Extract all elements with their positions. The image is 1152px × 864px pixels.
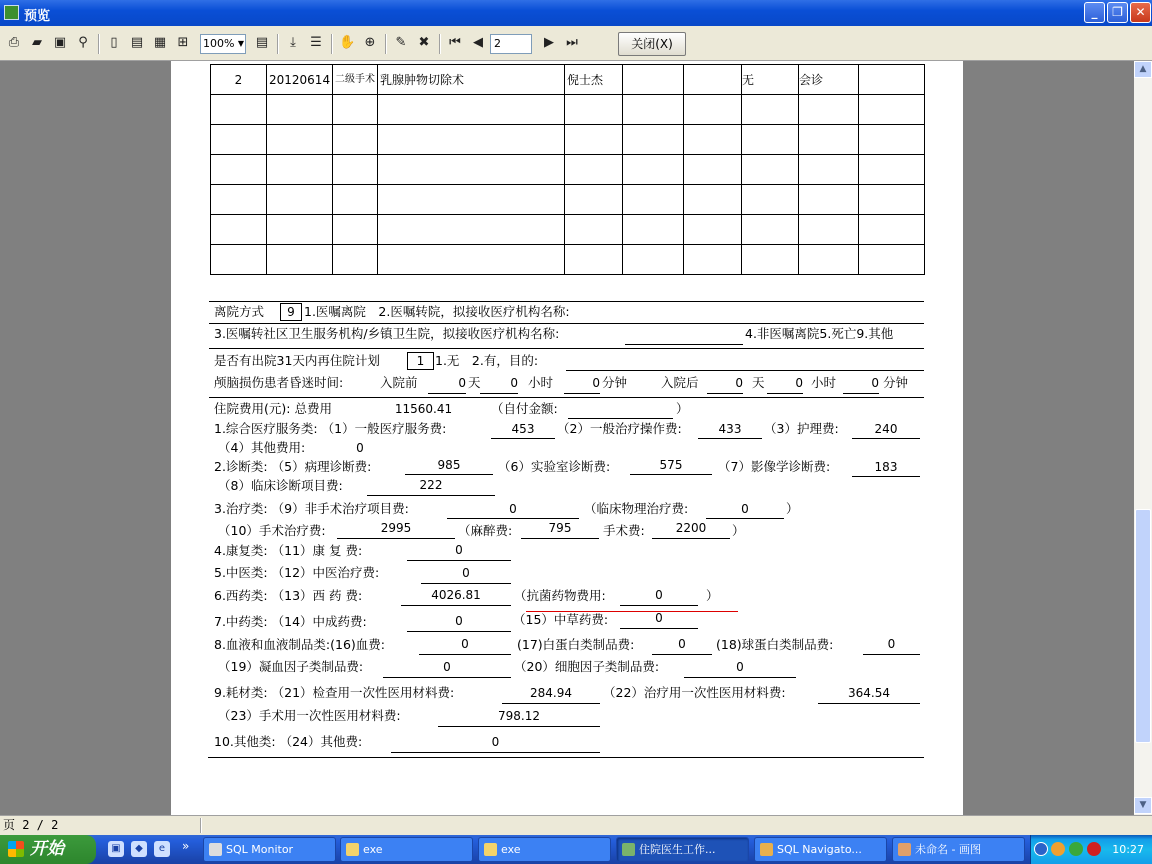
underline: [620, 605, 698, 606]
table-cell: [799, 155, 859, 185]
scroll-thumb[interactable]: [1135, 509, 1151, 743]
open-icon[interactable]: ▰: [32, 35, 42, 50]
cost-label-17: (17)白蛋白类制品费:: [517, 637, 635, 652]
divider: [209, 301, 924, 302]
single-page-icon[interactable]: ▯: [110, 35, 118, 50]
underline: [405, 474, 493, 475]
table-cell: [565, 125, 623, 155]
task-doctor-workstation[interactable]: [616, 837, 749, 862]
table-cell: [742, 125, 799, 155]
taskbar: [0, 835, 1152, 864]
table-cell: [859, 155, 925, 185]
stop-icon[interactable]: [1087, 842, 1101, 856]
table-cell: [565, 95, 623, 125]
underline: [684, 677, 796, 678]
cost-value-17: 0: [678, 637, 686, 651]
cost-label-10: （10）手术治疗费:: [218, 523, 326, 538]
export-icon[interactable]: ⤓: [290, 35, 296, 50]
underline: [707, 393, 743, 394]
cost-value-22: 364.54: [848, 686, 890, 700]
table-cell: [267, 155, 333, 185]
task-label: 未命名 - 画图: [915, 843, 981, 856]
cost-label-19: （19）凝血因子类制品费:: [218, 659, 364, 674]
minimize-button[interactable]: _: [1084, 2, 1105, 23]
total-cost-value: 11560.41: [394, 402, 453, 416]
table-row: [211, 185, 925, 215]
toolbar-separator: [277, 34, 279, 54]
zoom-icon[interactable]: ⊕: [364, 35, 376, 50]
underline: [843, 393, 879, 394]
table-cell: [799, 215, 859, 245]
toolbar-separator: [439, 34, 441, 54]
app-icon: [4, 5, 19, 20]
underline: [630, 474, 712, 475]
table-cell: [333, 215, 378, 245]
cost-label-15: （15）中草药费:: [513, 612, 609, 627]
underline: [367, 495, 495, 496]
window-titlebar: [0, 0, 1152, 26]
security-icon[interactable]: [1069, 842, 1083, 856]
table-cell: [333, 95, 378, 125]
table-cell: [565, 185, 623, 215]
table-cell: [267, 215, 333, 245]
toolbar-separator: [385, 34, 387, 54]
underline: [502, 703, 600, 704]
maximize-button[interactable]: ❐: [1107, 2, 1128, 23]
table-cell: [378, 245, 565, 275]
coma-before-day: 0: [458, 376, 466, 390]
save-icon[interactable]: ▣: [53, 35, 67, 50]
table-cell: [742, 185, 799, 215]
table-cell: [333, 185, 378, 215]
table-cell: [684, 185, 742, 215]
underline: [818, 703, 920, 704]
cost-close-10: ）: [732, 523, 745, 538]
cost-label-12: 5.中医类: （12）中医治疗费:: [214, 565, 380, 580]
table-row: [211, 95, 925, 125]
underline: [391, 752, 600, 753]
self-pay-close: ）: [676, 401, 689, 416]
coma-after-day: 0: [735, 376, 743, 390]
page-number-input[interactable]: 2: [490, 34, 532, 54]
preview-viewport[interactable]: [0, 61, 1134, 815]
cost-label-2: （2）一般治疗操作费:: [557, 421, 682, 436]
table-cell: [267, 95, 333, 125]
last-page-icon[interactable]: ⏭: [566, 35, 578, 50]
page-indicator: 页 2 / 2: [3, 818, 59, 832]
table-cell: [799, 185, 859, 215]
table-cell: [684, 125, 742, 155]
table-cell: [333, 245, 378, 275]
divider: [209, 348, 924, 349]
discharge-options-3: 4.非医嘱离院5.死亡9.其他: [745, 326, 894, 341]
discharge-label: 离院方式: [214, 304, 265, 319]
table-cell: [211, 215, 267, 245]
underline: [625, 344, 743, 345]
cost-label-1: 1.综合医疗服务类: （1）一般医疗服务费:: [214, 421, 447, 436]
cost-value-9: 0: [509, 502, 517, 516]
task-sql-navigator[interactable]: [754, 837, 887, 862]
cost-value-2: 433: [718, 422, 742, 436]
coma-before-label: 入院前: [380, 375, 418, 390]
cost-value-7: 183: [874, 460, 898, 474]
page-setup-icon[interactable]: ▤: [255, 35, 269, 50]
cost-value-21: 284.94: [530, 686, 572, 700]
cost-label-20: （20）细胞因子类制品费:: [514, 659, 660, 674]
cost-label-13: 6.西药类: （13）西 药 费:: [214, 588, 363, 603]
table-cell: [799, 95, 859, 125]
task-label: SQL Navigato...: [777, 843, 862, 856]
self-pay-label: （自付金额:: [491, 401, 558, 416]
table-cell: [565, 215, 623, 245]
cost-close-13: ）: [706, 588, 719, 603]
cost-value-5: 985: [437, 458, 461, 472]
table-cell: [211, 155, 267, 185]
surgery-table: [210, 64, 925, 275]
table-cell: [684, 215, 742, 245]
task-label: SQL Monitor: [226, 843, 294, 856]
underline: [337, 538, 455, 539]
table-cell: [859, 215, 925, 245]
table-row: [211, 125, 925, 155]
folder-icon: [346, 843, 359, 856]
underline: [407, 560, 511, 561]
clock: 10:27: [1112, 843, 1144, 856]
coma-after-label: 入院后: [661, 375, 699, 390]
cost-value-13: 4026.81: [431, 588, 481, 602]
underline: [480, 393, 518, 394]
cost-value-19: 0: [443, 660, 451, 674]
table-cell: 无: [742, 65, 799, 95]
table-cell: [742, 245, 799, 275]
task-label: exe: [501, 843, 521, 856]
cost-label-16: 8.血液和血液制品类:(16)血费:: [214, 637, 386, 652]
underline: [568, 418, 673, 419]
task-label: 住院医生工作...: [639, 843, 716, 856]
close-window-button[interactable]: ✕: [1130, 2, 1151, 23]
table-cell: [623, 245, 684, 275]
underline: [438, 726, 600, 727]
prev-page-icon[interactable]: ◀: [473, 35, 483, 50]
paint-icon: [898, 843, 911, 856]
total-cost-label: 住院费用(元): 总费用: [214, 401, 332, 416]
underline: [407, 631, 511, 632]
folder-icon: [484, 843, 497, 856]
cost-value-10b: 2200: [675, 521, 707, 535]
scroll-up-icon[interactable]: ▲: [1134, 61, 1152, 78]
cost-value-6: 575: [659, 458, 683, 472]
zoom-select[interactable]: 100% ▼: [200, 34, 246, 54]
start-button[interactable]: [0, 835, 96, 864]
coma-after-hour: 0: [795, 376, 803, 390]
table-cell: [684, 65, 742, 95]
next-page-icon[interactable]: ▶: [544, 35, 554, 50]
coma-before-min: 0: [592, 376, 600, 390]
cost-label-10a: （麻醉费:: [458, 523, 513, 538]
table-row: [211, 65, 925, 95]
coma-hour-unit: 小时: [811, 375, 837, 390]
underline: [652, 654, 712, 655]
cost-value-1: 453: [511, 422, 535, 436]
table-cell: [211, 95, 267, 125]
underline: [564, 393, 600, 394]
coma-after-min: 0: [871, 376, 879, 390]
table-row: [211, 215, 925, 245]
table-cell: [684, 95, 742, 125]
table-cell: [742, 215, 799, 245]
multi-page-icon[interactable]: ▦: [153, 35, 167, 50]
table-cell: [211, 185, 267, 215]
coma-minute-unit: 分钟: [602, 375, 628, 390]
cost-value-12: 0: [462, 566, 470, 580]
underline: [706, 518, 784, 519]
table-cell: [623, 215, 684, 245]
cost-value-18: 0: [887, 637, 896, 651]
table-row: [211, 245, 925, 275]
discharge-value: 9: [280, 303, 302, 321]
cost-label-4: （4）其他费用:: [218, 440, 306, 455]
first-page-icon[interactable]: ⏮: [449, 35, 461, 50]
outline-icon[interactable]: ☰: [310, 35, 322, 50]
desktop-icon[interactable]: ▣: [108, 841, 124, 857]
discharge-options-1: 1.医嘱离院 2.医嘱转院，拟接收医疗机构名称:: [304, 304, 570, 319]
close-preview-button[interactable]: 关闭(X): [618, 32, 686, 56]
scroll-down-icon[interactable]: ▼: [1134, 797, 1152, 814]
find-icon[interactable]: ⚲: [78, 35, 88, 50]
cost-value-16: 0: [461, 637, 469, 651]
table-cell: [742, 155, 799, 185]
vertical-scrollbar[interactable]: [1134, 61, 1152, 815]
table-cell: [623, 65, 684, 95]
discharge-options-2: 3.医嘱转社区卫生服务机构/乡镇卫生院，拟接收医疗机构名称:: [214, 326, 560, 341]
table-cell: [565, 155, 623, 185]
task-sql-monitor[interactable]: [203, 837, 336, 862]
cost-value-8: 222: [419, 478, 443, 492]
cost-value-11: 0: [455, 543, 463, 557]
cost-label-7: （7）影像学诊断费:: [718, 459, 831, 474]
table-cell: 20120614: [267, 65, 333, 95]
task-label: exe: [363, 843, 383, 856]
table-cell: [378, 215, 565, 245]
cost-label-22: （22）治疗用一次性医用材料费:: [603, 685, 786, 700]
table-cell: [859, 65, 925, 95]
underline: [428, 393, 466, 394]
underline: [852, 438, 920, 439]
table-cell: [623, 125, 684, 155]
table-cell: [378, 185, 565, 215]
cost-value-9b: 0: [741, 502, 749, 516]
toolbar-separator: [98, 34, 100, 54]
cost-value-15: 0: [655, 611, 663, 625]
underline: [521, 538, 599, 539]
underline: [863, 654, 920, 655]
underline: [421, 583, 511, 584]
underline: [652, 538, 730, 539]
cost-value-13a: 0: [655, 588, 663, 602]
toolbar: [0, 26, 1152, 61]
cost-value-10: 2995: [380, 521, 412, 535]
edit-icon[interactable]: ✎: [395, 35, 407, 50]
table-cell: [799, 125, 859, 155]
table-cell: [378, 95, 565, 125]
table-cell: 会诊: [799, 65, 859, 95]
document-page: [171, 61, 963, 815]
cost-label-18: (18)球蛋白类制品费:: [716, 637, 834, 652]
cost-label-5: 2.诊断类: （5）病理诊断费:: [214, 459, 372, 474]
underline: [419, 654, 511, 655]
underline: [620, 628, 698, 629]
coma-day-unit: 天: [752, 375, 765, 390]
coma-minute-unit: 分钟: [883, 375, 909, 390]
cost-label-8: （8）临床诊断项目费:: [218, 478, 343, 493]
task-exe-2[interactable]: [478, 837, 611, 862]
windows-logo-icon: [8, 841, 24, 857]
cost-label-10b: 手术费:: [603, 523, 645, 538]
table-cell: [799, 245, 859, 275]
system-tray: [1030, 835, 1152, 864]
cost-label-3: （3）护理费:: [764, 421, 839, 436]
table-cell: 2: [211, 65, 267, 95]
cost-label-9: 3.治疗类: （9）非手术治疗项目费:: [214, 501, 409, 516]
task-paint[interactable]: [892, 837, 1025, 862]
table-cell: [267, 245, 333, 275]
underline: [401, 605, 511, 606]
cost-label-21: 9.耗材类: （21）检查用一次性医用材料费:: [214, 685, 455, 700]
cost-value-24: 0: [491, 735, 500, 749]
cost-value-10a: 795: [548, 521, 572, 535]
table-cell: [623, 185, 684, 215]
divider: [209, 323, 924, 324]
table-cell: 二级手术: [333, 65, 378, 95]
table-cell: [378, 155, 565, 185]
delete-icon[interactable]: ✖: [418, 35, 430, 50]
table-cell: 乳腺肿物切除术: [378, 65, 565, 95]
print-icon[interactable]: ⎙: [8, 35, 20, 50]
cost-close-9b: ）: [786, 501, 799, 516]
cost-value-23: 798.12: [498, 709, 540, 723]
task-exe-1[interactable]: [340, 837, 473, 862]
status-bar: [0, 815, 1152, 835]
table-cell: [859, 185, 925, 215]
table-cell: [859, 125, 925, 155]
table-cell: [684, 155, 742, 185]
cost-label-14: 7.中药类: （14）中成药费:: [214, 614, 367, 629]
sql-navigator-icon: [760, 843, 773, 856]
table-cell: [333, 125, 378, 155]
cost-label-23: （23）手术用一次性医用材料费:: [218, 708, 401, 723]
coma-hour-unit: 小时: [528, 375, 554, 390]
underline: [767, 393, 803, 394]
divider: [209, 397, 924, 398]
divider: [208, 757, 924, 758]
toolbar-separator: [331, 34, 333, 54]
cost-value-20: 0: [736, 660, 744, 674]
table-cell: [623, 95, 684, 125]
cost-value-3: 240: [874, 422, 898, 436]
table-cell: [267, 185, 333, 215]
ie-icon[interactable]: e: [154, 841, 170, 857]
hand-icon[interactable]: ✋: [339, 35, 356, 50]
cost-label-24: 10.其他类: （24）其他费:: [214, 734, 363, 749]
start-label: 开始: [30, 839, 64, 859]
table-cell: [267, 125, 333, 155]
table-cell: [859, 245, 925, 275]
underline: [566, 370, 924, 371]
sql-monitor-icon: [209, 843, 222, 856]
quicklaunch-icon[interactable]: ◆: [131, 841, 147, 857]
coma-day-unit: 天: [468, 375, 481, 390]
table-row: [211, 155, 925, 185]
cost-label-9b: （临床物理治疗费:: [584, 501, 689, 516]
cost-value-4: 0: [356, 441, 364, 455]
table-cell: [211, 125, 267, 155]
underline: [491, 438, 555, 439]
table-cell: [859, 95, 925, 125]
grid-page-icon[interactable]: ⊞: [177, 35, 189, 50]
window-title: 预览: [24, 9, 51, 24]
tray-collapse-icon[interactable]: [1034, 842, 1048, 856]
table-cell: [742, 95, 799, 125]
underline: [383, 677, 511, 678]
underline: [852, 476, 920, 477]
table-cell: 倪士杰: [565, 65, 623, 95]
table-cell: [684, 245, 742, 275]
more-icon[interactable]: »: [182, 839, 190, 853]
coma-label: 颅脑损伤患者昏迷时间:: [214, 375, 344, 390]
status-divider: [200, 818, 202, 833]
table-cell: [623, 155, 684, 185]
app-icon: [622, 843, 635, 856]
cost-label-13a: （抗菌药物费用:: [514, 588, 606, 603]
readmit-value: 1: [407, 352, 434, 370]
table-cell: [333, 155, 378, 185]
coma-before-hour: 0: [510, 376, 518, 390]
readmit-label: 是否有出院31天内再住院计划: [214, 353, 380, 368]
cost-label-11: 4.康复类: （11）康 复 费:: [214, 543, 363, 558]
table-cell: [211, 245, 267, 275]
tray-app-icon[interactable]: [1051, 842, 1065, 856]
cost-label-6: （6）实验室诊断费:: [498, 459, 611, 474]
table-cell: [378, 125, 565, 155]
underline: [447, 518, 579, 519]
cost-value-14: 0: [455, 614, 463, 628]
table-cell: [565, 245, 623, 275]
underline: [698, 438, 762, 439]
two-page-icon[interactable]: ▤: [130, 35, 144, 50]
readmit-options: 1.无 2.有，目的:: [435, 353, 539, 368]
